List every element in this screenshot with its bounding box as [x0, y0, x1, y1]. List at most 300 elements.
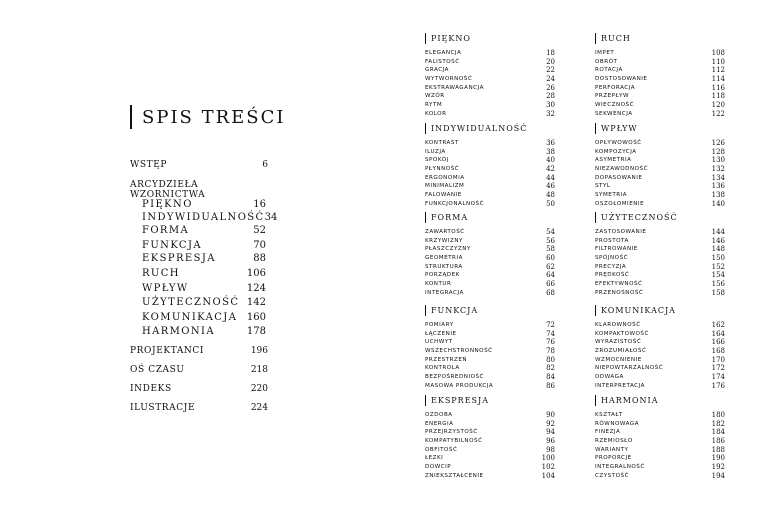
- entry-label: ROTACJA: [595, 67, 623, 74]
- section-title: WPŁYW: [601, 123, 638, 133]
- entry-page: 140: [711, 199, 725, 208]
- section-entry: [595, 49, 725, 58]
- entry-page: 18: [546, 49, 555, 57]
- entry-label: ZNIEKSZTAŁCENIE: [425, 472, 484, 479]
- section-header: [595, 211, 725, 223]
- entry-label: KSZTAŁT: [595, 412, 623, 418]
- entry-label: ENERGIA: [425, 420, 454, 427]
- section-entry: [595, 245, 725, 254]
- section-title: PIĘKNO: [431, 33, 471, 43]
- section-entry: [425, 84, 555, 93]
- entry-page: 134: [711, 173, 725, 182]
- entry-label: RYTM: [425, 102, 443, 109]
- section-entry: [595, 356, 725, 365]
- section-entry: [595, 182, 725, 191]
- section-entry: [595, 148, 725, 157]
- section-entry: [595, 110, 725, 119]
- entry-page: 158: [711, 288, 725, 297]
- entry-page: 98: [546, 445, 555, 454]
- entry-page: 60: [546, 254, 555, 263]
- section-rule: [595, 212, 596, 223]
- entry-label: ŁĄCZENIE: [425, 330, 457, 337]
- entry-page: 84: [546, 373, 555, 382]
- section-entry: [425, 338, 555, 347]
- entry-label: DOPASOWANIE: [595, 174, 643, 181]
- entry-label: BEZPOŚREDNIOŚĆ: [425, 374, 484, 381]
- section-entry: [595, 75, 725, 84]
- section-entry: [595, 463, 725, 472]
- section-entry: [425, 454, 555, 463]
- section-entry: [425, 330, 555, 339]
- section-entry: [425, 382, 555, 391]
- entry-page: 108: [711, 49, 725, 57]
- section-entry: [595, 92, 725, 101]
- chapter-section: [595, 122, 725, 209]
- section-header: [425, 32, 555, 44]
- section-title: UŻYTECZNOŚĆ: [601, 212, 678, 222]
- toc-entry-page: 124: [246, 283, 266, 294]
- entry-page: 168: [711, 347, 725, 356]
- chapter-section: [425, 122, 555, 209]
- section-rule: [425, 123, 426, 134]
- section-entry: [595, 156, 725, 165]
- section-entry: [595, 373, 725, 382]
- chapter-section: [595, 304, 725, 391]
- entry-page: 96: [546, 437, 555, 446]
- entry-page: 90: [546, 411, 555, 419]
- entry-label: PROPORCJE: [595, 455, 632, 462]
- entry-label: OBRÓT: [595, 58, 618, 65]
- toc-entry-label: INDEKS: [130, 384, 172, 394]
- entry-page: 100: [541, 454, 555, 463]
- section-entry: [425, 472, 555, 481]
- section-title: FUNKCJA: [431, 305, 479, 315]
- toc-entry-page: 196: [250, 346, 268, 356]
- entry-page: 74: [546, 329, 555, 338]
- entry-page: 190: [711, 454, 725, 463]
- toc-entry: [130, 403, 268, 413]
- toc-entry: [142, 283, 266, 294]
- section-entry: [595, 191, 725, 200]
- entry-page: 170: [711, 355, 725, 364]
- entry-label: PRZESTRZEŃ: [425, 356, 468, 363]
- entry-label: ZASTOSOWANIE: [595, 229, 647, 235]
- toc-entry: [142, 212, 278, 223]
- title-text: SPIS TREŚCI: [142, 106, 286, 128]
- section-entry: [595, 347, 725, 356]
- section-rule: [595, 33, 596, 44]
- section-entry: [425, 271, 555, 280]
- section-entry: [595, 411, 725, 420]
- section-title: FORMA: [431, 212, 469, 222]
- section-entry: [425, 245, 555, 254]
- entry-page: 58: [546, 245, 555, 254]
- entry-page: 80: [546, 355, 555, 364]
- section-entry: [425, 420, 555, 429]
- entry-label: SYMETRIA: [595, 192, 628, 199]
- toc-entry-label: WSTĘP: [130, 160, 168, 170]
- entry-page: 38: [546, 147, 555, 156]
- entry-page: 126: [711, 139, 725, 147]
- section-entry: [595, 338, 725, 347]
- toc-entry: [130, 346, 268, 356]
- entry-page: 50: [546, 199, 555, 208]
- entry-label: OPŁYWOWOŚĆ: [595, 140, 642, 146]
- chapter-section: [425, 211, 555, 298]
- section-entry: [425, 139, 555, 148]
- toc-entry: [142, 253, 266, 264]
- entry-page: 128: [711, 147, 725, 156]
- entry-label: PRZENOŚNOŚĆ: [595, 289, 644, 296]
- entry-label: POMIARY: [425, 322, 454, 328]
- entry-page: 174: [711, 373, 725, 382]
- entry-label: INTEGRACJA: [425, 289, 464, 296]
- section-entry: [595, 428, 725, 437]
- section-entry: [595, 420, 725, 429]
- entry-page: 48: [546, 191, 555, 200]
- entry-page: 192: [711, 463, 725, 472]
- chapter-section: [595, 394, 725, 481]
- section-title: RUCH: [601, 33, 631, 43]
- entry-page: 92: [546, 419, 555, 428]
- entry-label: KONTROLA: [425, 365, 460, 372]
- section-rule: [425, 33, 426, 44]
- entry-label: OBFITOŚĆ: [425, 446, 458, 453]
- section-entry: [425, 237, 555, 246]
- chapter-section: [595, 211, 725, 298]
- toc-entry-label: ARCYDZIEŁA WZORNICTWA: [130, 180, 206, 200]
- chapter-section: [425, 304, 555, 391]
- entry-page: 40: [546, 156, 555, 165]
- section-entry: [595, 237, 725, 246]
- entry-page: 30: [546, 101, 555, 110]
- toc-entry-page: 220: [250, 384, 268, 394]
- entry-label: MINIMALIZM: [425, 183, 465, 190]
- section-entry: [425, 463, 555, 472]
- toc-entry-label: ILUSTRACJE: [130, 403, 196, 413]
- entry-page: 46: [546, 182, 555, 191]
- title-rule: [130, 105, 132, 129]
- toc-entry-page: 218: [250, 365, 268, 375]
- toc-entry-page: 70: [253, 240, 266, 251]
- section-entry: [425, 58, 555, 67]
- entry-label: WYRAZISTOŚĆ: [595, 339, 642, 346]
- entry-page: 78: [546, 347, 555, 356]
- section-header: [595, 122, 725, 134]
- entry-page: 112: [711, 66, 725, 75]
- entry-page: 188: [711, 445, 725, 454]
- entry-label: STRUKTURA: [425, 263, 463, 270]
- section-entry: [595, 228, 725, 237]
- section-entry: [595, 472, 725, 481]
- entry-page: 94: [546, 428, 555, 437]
- section-entry: [425, 156, 555, 165]
- section-header: [425, 304, 555, 316]
- entry-page: 104: [541, 471, 555, 480]
- section-entry: [425, 191, 555, 200]
- toc-entry: [142, 312, 266, 323]
- entry-label: ASYMETRIA: [595, 157, 632, 164]
- toc-entry-page: 178: [246, 326, 266, 337]
- entry-page: 130: [711, 156, 725, 165]
- toc-entry-page: 34: [264, 212, 278, 223]
- entry-label: STYL: [595, 183, 611, 190]
- entry-label: KOMPAKTOWOŚĆ: [595, 330, 649, 337]
- entry-page: 136: [711, 182, 725, 191]
- section-entry: [595, 263, 725, 272]
- section-entry: [425, 110, 555, 119]
- section-entry: [595, 364, 725, 373]
- entry-page: 148: [711, 245, 725, 254]
- entry-label: RZEMIOSŁO: [595, 438, 633, 445]
- entry-label: ZROZUMIAŁOŚĆ: [595, 348, 647, 355]
- section-header: [425, 122, 555, 134]
- section-entry: [595, 58, 725, 67]
- entry-label: WYTWORNOŚĆ: [425, 76, 473, 83]
- entry-label: ZAWARTOŚĆ: [425, 229, 465, 235]
- section-entry: [425, 321, 555, 330]
- section-entry: [425, 364, 555, 373]
- toc-entry: [142, 225, 266, 236]
- section-entry: [595, 84, 725, 93]
- section-entry: [425, 101, 555, 110]
- entry-page: 116: [711, 83, 725, 92]
- entry-label: PŁYNNOŚĆ: [425, 166, 460, 173]
- section-entry: [425, 49, 555, 58]
- entry-label: PŁASZCZYZNY: [425, 246, 471, 253]
- entry-label: SEKWENCJA: [595, 110, 633, 117]
- section-entry: [595, 271, 725, 280]
- entry-label: INTEGRALNOŚĆ: [595, 464, 645, 471]
- toc-entry-label: KOMUNIKACJA: [142, 312, 238, 323]
- entry-page: 62: [546, 262, 555, 271]
- section-entry: [425, 428, 555, 437]
- entry-label: PRĘDKOŚĆ: [595, 272, 630, 279]
- entry-page: 22: [546, 66, 555, 75]
- entry-label: PORZĄDEK: [425, 272, 460, 279]
- entry-label: KOLOR: [425, 110, 447, 117]
- entry-label: FILTROWANIE: [595, 246, 638, 253]
- section-entry: [425, 148, 555, 157]
- section-entry: [595, 321, 725, 330]
- section-entry: [595, 437, 725, 446]
- entry-page: 150: [711, 254, 725, 263]
- entry-page: 42: [546, 165, 555, 174]
- entry-page: 132: [711, 165, 725, 174]
- entry-label: WARIANTY: [595, 446, 629, 453]
- section-rule: [595, 123, 596, 134]
- toc-entry-label: FUNKCJA: [142, 240, 203, 251]
- entry-page: 182: [711, 419, 725, 428]
- entry-page: 36: [546, 139, 555, 147]
- toc-entry-page: 6: [262, 160, 268, 170]
- entry-label: PRECYZJA: [595, 263, 627, 270]
- section-rule: [595, 395, 596, 406]
- section-entry: [425, 182, 555, 191]
- entry-label: PRZEPŁYW: [595, 93, 630, 100]
- entry-page: 138: [711, 191, 725, 200]
- entry-page: 56: [546, 236, 555, 245]
- section-header: [595, 394, 725, 406]
- entry-page: 66: [546, 280, 555, 289]
- entry-label: KOMPATYBILNOŚĆ: [425, 438, 483, 445]
- section-entry: [425, 263, 555, 272]
- entry-label: DOWCIP: [425, 464, 452, 471]
- section-entry: [425, 280, 555, 289]
- toc-entry-label: INDYWIDUALNOŚĆ: [142, 212, 265, 223]
- entry-label: ELEGANCJA: [425, 50, 462, 56]
- section-entry: [595, 174, 725, 183]
- entry-page: 186: [711, 437, 725, 446]
- entry-label: OSZOŁOMIENIE: [595, 200, 645, 207]
- entry-label: ERGONOMIA: [425, 174, 465, 181]
- section-entry: [425, 347, 555, 356]
- entry-label: FALISTOŚĆ: [425, 58, 460, 65]
- section-entry: [425, 289, 555, 298]
- section-entry: [425, 75, 555, 84]
- entry-label: ILUZJA: [425, 148, 446, 155]
- toc-entry: [142, 240, 266, 251]
- entry-label: SPÓJNOŚĆ: [595, 255, 629, 262]
- toc-entry-label: UŻYTECZNOŚĆ: [142, 297, 240, 308]
- entry-page: 82: [546, 364, 555, 373]
- section-entry: [595, 66, 725, 75]
- entry-label: FUNKCJONALNOŚĆ: [425, 200, 484, 207]
- entry-page: 144: [711, 228, 725, 236]
- section-title: EKSPRESJA: [431, 395, 490, 405]
- entry-page: 154: [711, 271, 725, 280]
- entry-page: 120: [711, 101, 725, 110]
- entry-label: DOSTOSOWANIE: [595, 76, 648, 83]
- entry-page: 114: [711, 75, 725, 84]
- section-entry: [595, 446, 725, 455]
- entry-label: KLAROWNOŚĆ: [595, 322, 641, 328]
- entry-label: MASOWA PRODUKCJA: [425, 382, 494, 389]
- section-title: KOMUNIKACJA: [601, 305, 676, 315]
- entry-label: ODWAGA: [595, 374, 624, 381]
- section-entry: [595, 254, 725, 263]
- toc-entry: [130, 384, 268, 394]
- section-entry: [595, 382, 725, 391]
- section-entry: [595, 454, 725, 463]
- section-rule: [595, 305, 596, 316]
- entry-page: 28: [546, 92, 555, 101]
- toc-entry-label: FORMA: [142, 225, 190, 236]
- entry-label: PROSTOTA: [595, 237, 629, 244]
- section-entry: [425, 228, 555, 237]
- entry-label: NIEPOWTARZALNOŚĆ: [595, 365, 664, 372]
- section-entry: [425, 356, 555, 365]
- entry-page: 110: [711, 57, 725, 66]
- toc-entry-page: 16: [253, 199, 266, 210]
- section-entry: [425, 437, 555, 446]
- section-rule: [425, 305, 426, 316]
- section-header: [595, 32, 725, 44]
- entry-label: GEOMETRIA: [425, 255, 463, 262]
- toc-entry-page: 142: [246, 297, 266, 308]
- toc-entry-label: RUCH: [142, 268, 180, 279]
- toc-entry-label: PROJEKTANCI: [130, 346, 205, 356]
- entry-label: CZYSTOŚĆ: [595, 472, 629, 479]
- entry-label: PERFORACJA: [595, 84, 636, 91]
- section-entry: [425, 200, 555, 209]
- entry-label: INTERPRETACJA: [595, 382, 645, 389]
- entry-page: 44: [546, 173, 555, 182]
- entry-page: 146: [711, 236, 725, 245]
- entry-page: 162: [711, 321, 725, 329]
- toc-entry-page: 224: [250, 403, 268, 413]
- toc-entry: [130, 365, 268, 375]
- entry-page: 176: [711, 381, 725, 390]
- section-entry: [425, 165, 555, 174]
- entry-label: KRZYWIZNY: [425, 237, 463, 244]
- entry-label: WIECZNOŚĆ: [595, 102, 634, 109]
- entry-label: WZMOCNIENIE: [595, 356, 642, 363]
- section-entry: [425, 254, 555, 263]
- section-entry: [425, 92, 555, 101]
- entry-page: 166: [711, 338, 725, 347]
- toc-entry-page: 160: [246, 312, 266, 323]
- entry-page: 180: [711, 411, 725, 419]
- entry-label: EKSTRAWAGANCJA: [425, 84, 484, 91]
- toc-entry-label: OŚ CZASU: [130, 365, 185, 375]
- chapter-section: [425, 32, 555, 119]
- toc-entry-label: EKSPRESJA: [142, 253, 216, 264]
- entry-page: 20: [546, 57, 555, 66]
- toc-entry: [142, 199, 266, 210]
- section-entry: [595, 330, 725, 339]
- entry-label: KONTRAST: [425, 140, 459, 146]
- section-title: INDYWIDUALNOŚĆ: [431, 123, 528, 133]
- section-entry: [595, 200, 725, 209]
- entry-label: PRZEJRZYSTOŚĆ: [425, 429, 478, 436]
- chapter-section: [425, 394, 555, 481]
- entry-page: 118: [711, 92, 725, 101]
- toc-entry: [130, 180, 268, 200]
- entry-label: RÓWNOWAGA: [595, 420, 640, 427]
- entry-label: EFEKTYWNOŚĆ: [595, 281, 643, 288]
- entry-page: 102: [541, 463, 555, 472]
- entry-page: 68: [546, 288, 555, 297]
- section-entry: [595, 101, 725, 110]
- entry-page: 72: [546, 321, 555, 329]
- entry-page: 194: [711, 471, 725, 480]
- entry-page: 122: [711, 109, 725, 118]
- entry-label: OZDOBA: [425, 412, 453, 418]
- entry-page: 86: [546, 381, 555, 390]
- entry-page: 184: [711, 428, 725, 437]
- section-title: HARMONIA: [601, 395, 659, 405]
- section-header: [425, 394, 555, 406]
- entry-page: 32: [546, 109, 555, 118]
- section-entry: [595, 280, 725, 289]
- section-entry: [595, 165, 725, 174]
- entry-label: ŁEZKI: [425, 455, 444, 462]
- entry-label: IMPET: [595, 50, 615, 56]
- entry-page: 164: [711, 329, 725, 338]
- toc-entry-page: 106: [246, 268, 266, 279]
- section-rule: [425, 212, 426, 223]
- entry-page: 64: [546, 271, 555, 280]
- entry-label: FINEZJA: [595, 429, 621, 436]
- section-entry: [425, 373, 555, 382]
- toc-entry-page: 88: [253, 253, 266, 264]
- entry-page: 54: [546, 228, 555, 236]
- entry-page: 26: [546, 83, 555, 92]
- section-rule: [425, 395, 426, 406]
- chapter-section: [595, 32, 725, 119]
- section-entry: [595, 289, 725, 298]
